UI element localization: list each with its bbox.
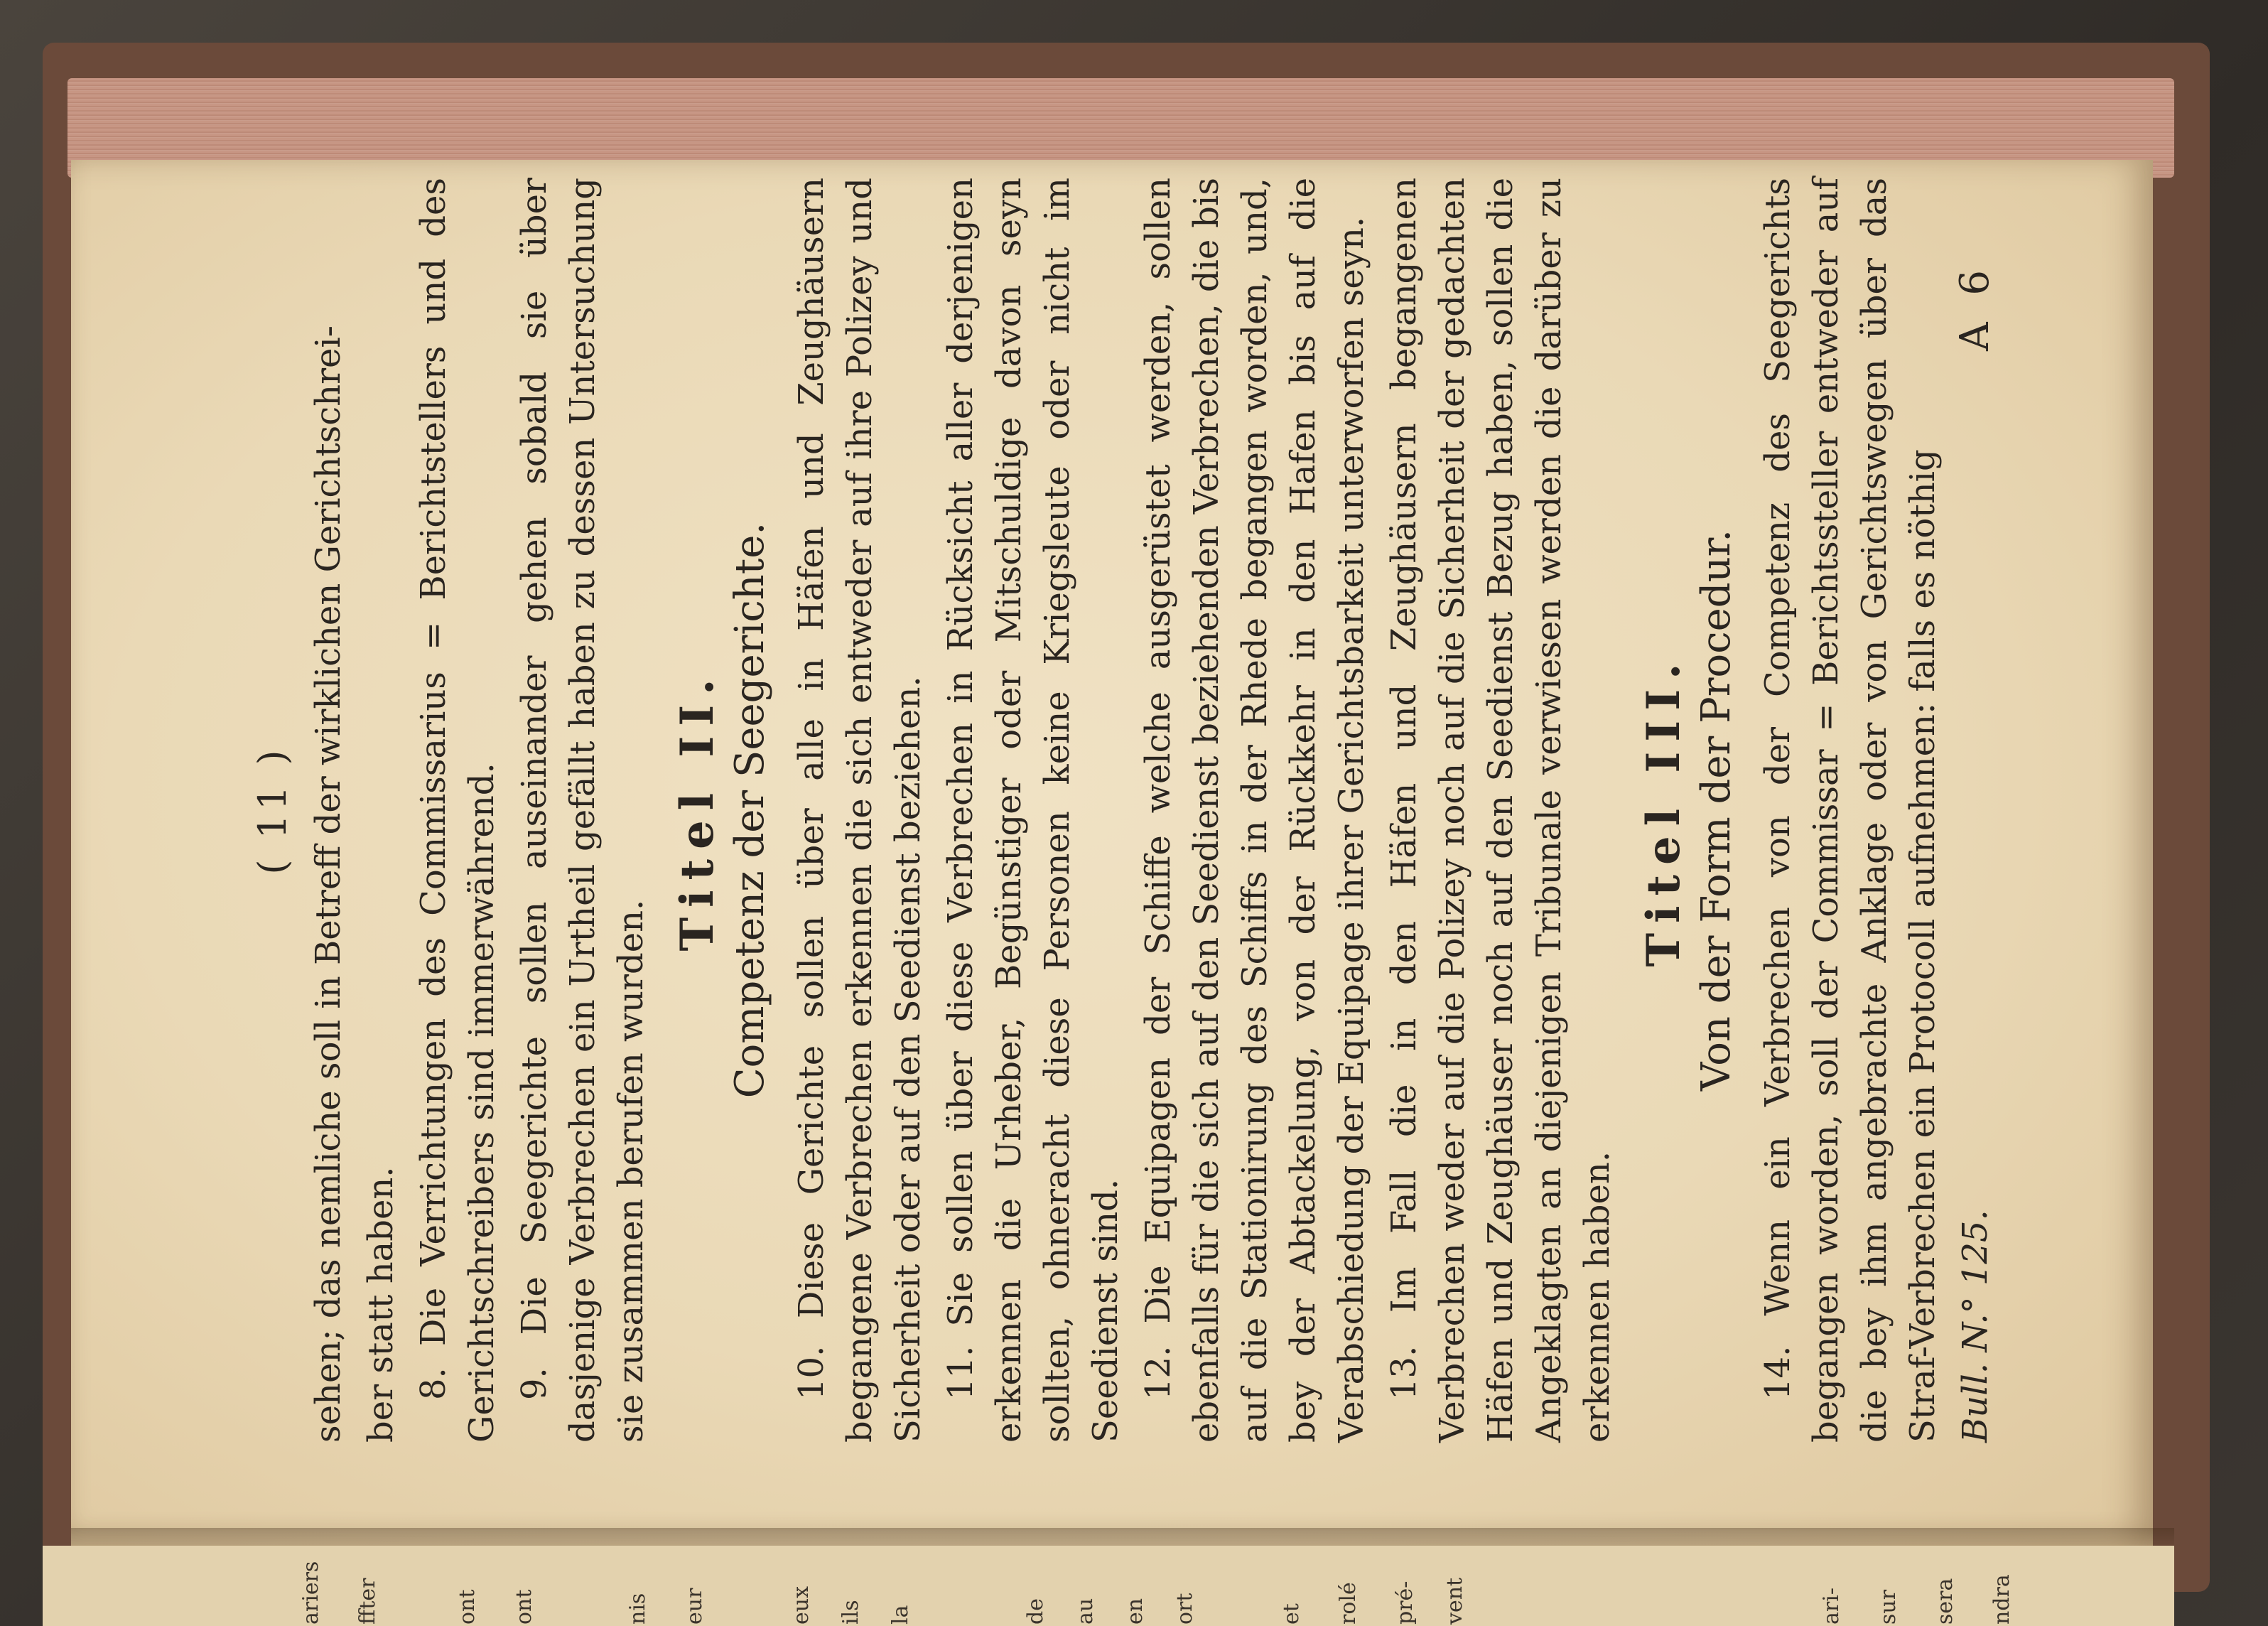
facing-page [43,1546,2174,1626]
facing-fragment: ari- [1819,1588,1844,1625]
facing-fragment: ndra [1989,1574,2014,1625]
facing-fragment: pré- [1393,1581,1418,1625]
facing-fragment: sur [1876,1589,1901,1625]
paragraph: 8. Die Verrichtungen des Commissarius = Berichtstellers und des Gerichtschreibers sind immerwährend. [414,178,502,1443]
text-line: sehen; das nemliche soll in Betreff der wirklichen Gerichtschrei- [308,325,348,1443]
section-subtitle: Von der Form der Procedur. [1693,529,1739,1092]
page-text-block [220,135,2196,1485]
paragraph: 11. Sie sollen über diese Verbrechen in Rücksicht aller derjenigen erkennen die Urheber, Begünstiger oder Mitschuldige davon seyn sollten, ohneracht diese Personen keine Kriegsleute oder nicht im Seedienst sind. [941,178,1125,1443]
facing-fragment: ariers [298,1561,323,1625]
facing-fragment: sera [1933,1578,1958,1625]
section-title: Titel III. [1637,653,1690,967]
facing-fragment: vent [1442,1577,1467,1625]
facing-fragment: au [1073,1598,1098,1625]
page-footer [1951,178,1999,1443]
facing-fragment: ont [512,1589,536,1625]
paragraph: 9. Die Seegerichte sollen auseinander gehen sobald sie über dasjenige Verbrechen ein Urtheil gefällt haben zu dessen Untersuchung sie zusammen berufen wurden. [514,178,651,1443]
facing-fragment: et [1279,1603,1304,1625]
bulletin-number: Bull. N.° 125. [1955,1210,1995,1443]
paragraph: 14. Wenn ein Verbrechen von der Competenz des Seegerichts begangen worden, soll der Commissar = Berichtssteller entweder auf die bey ihm angebrachte Anklage oder von Gerichtswegen über das Straf-Verbrechen ein Protocoll aufnehmen: falls es nöthig [1758,178,1943,1443]
page-header: ( 11 ) [250,745,295,875]
facing-fragment: eux [789,1586,814,1625]
signature-mark: A 6 [1952,263,1998,351]
facing-fragment: ort [1172,1593,1197,1625]
text-line: ber statt haben. [361,1166,401,1443]
paragraph: 10. Diese Gerichte sollen über alle in Häfen und Zeughäusern begangene Verbrechen erkennen die sich entweder auf ihre Polizey und Sicherheit oder auf den Seedienst beziehen. [792,178,928,1443]
paragraph: 12. Die Equipagen der Schiffe welche ausgerüstet werden, sollen ebenfalls für die sich auf den Seedienst beziehenden Verbrechen, die bis auf die Stationirung des Schiffs in der Rhede begangen worden, und, bey der Abtackelung, von der Rückkehr in den Hafen bis auf die Verabschiedung der Equipage ihrer Gerichtsbarkeit unterworfen seyn. [1138,178,1371,1443]
facing-fragment: de [1023,1598,1048,1625]
facing-fragment: ils [838,1600,863,1625]
facing-fragment: ffter [355,1578,380,1625]
facing-fragment: ont [455,1589,480,1625]
section-subtitle: Competenz der Seegerichte. [727,522,773,1099]
facing-fragment: la [888,1605,913,1625]
facing-fragment: rolé [1336,1582,1361,1625]
facing-fragment: nis [625,1593,650,1625]
facing-fragment: en [1123,1598,1148,1625]
paragraph: 13. Im Fall die in den Häfen und Zeughäusern begangenen Verbrechen weder auf die Polizey noch auf die Sicherheit der gedachten Häfen und Zeughäuser noch auf den Seedienst Bezug haben, sollen die Angeklagten an diejenigen Tribunale verwiesen werden die darüber zu erkennen haben. [1384,178,1617,1443]
section-title: Titel II. [671,669,724,952]
facing-fragment: eur [682,1588,707,1625]
